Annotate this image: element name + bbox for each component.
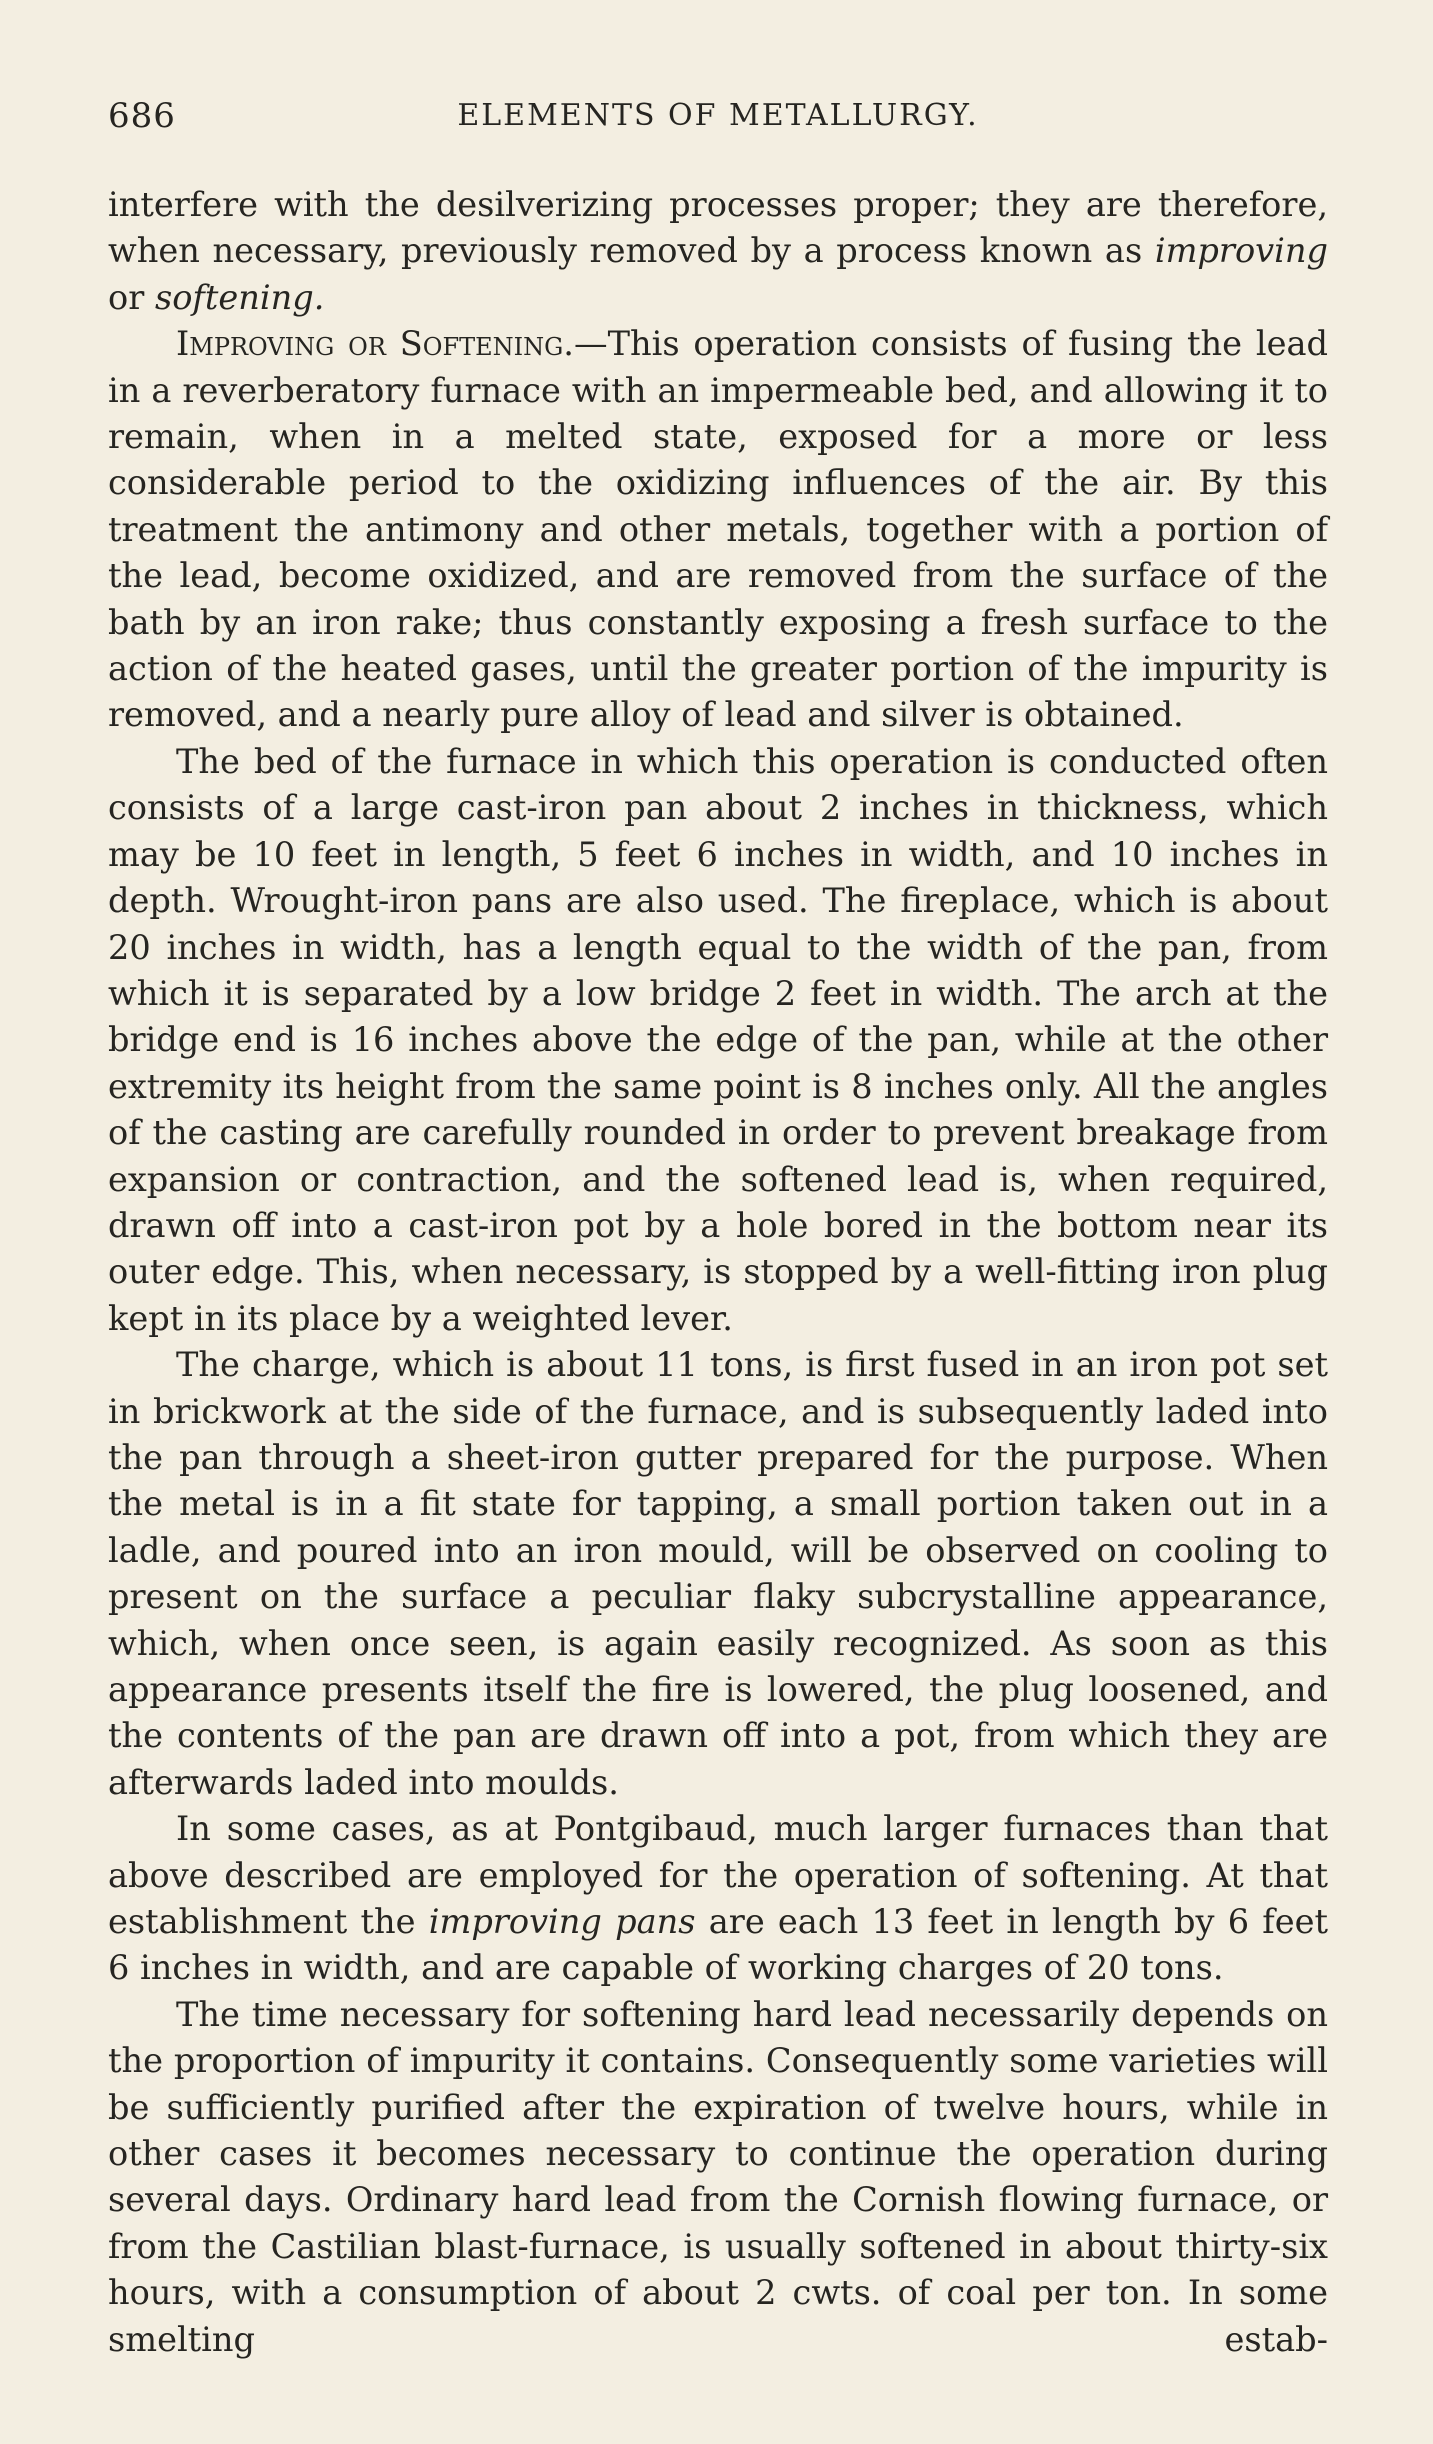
page-number: 686 [108,96,176,136]
paragraph-3 [108,739,1328,1342]
paragraph-4-text: The charge, which is about 11 tons, is first fused in an iron pot set in brickwork at the side of the furnace, and is subsequently laded into the pan through a sheet-iron gutter prepared for the purpose. When the metal is in a fit state for tapping, a small portion taken out in a ladle, and poured into an iron mould, will be observed on cooling to present on the surface a peculiar flaky subcrystalline appearance, which, when once seen, is again easily recognized. As soon as this appearance presents itself the fire is lowered, the plug loosened, and the contents of the pan are drawn off into a pot, from which they are afterwards laded into moulds. [108,1345,1328,1802]
paragraph-2 [108,321,1328,739]
section-heading-improving-or-softening: Improving or Softening. [176,324,574,364]
paragraph-6 [108,1992,1328,2363]
paragraph-3-text: The bed of the furnace in which this operation is conducted often consists of a large cast-iron pan about 2 inches in thickness, which may be 10 feet in length, 5 feet 6 inches in width, and 10 inches in depth. Wrought-iron pans are also used. The fireplace, which is about 20 inches in width, has a length equal to the width of the pan, from which it is separated by a low bridge 2 feet in width. The arch at the bridge end is 16 inches above the edge of the pan, while at the other extremity its height from the same point is 8 inches only. All the angles of the casting are carefully rounded in order to prevent breakage from expansion or contraction, and the softened lead is, when required, drawn off into a cast-iron pot by a hole bored in the bottom near its outer edge. This, when necessary, is stopped by a well-fitting iron plug kept in its place by a weighted lever. [108,741,1328,1338]
running-title: ELEMENTS OF METALLURGY. [457,98,979,133]
term-improving-pans: improving pans [428,1902,696,1942]
paragraph-5 [108,1806,1328,1992]
paragraph-1-connector: or [108,277,145,317]
paragraph-1-text: interfere with the desilverizing processes proper; they are therefore, when necessary, previously removed by a process known as [108,185,1328,271]
paragraph-2-text: —This operation consists of fusing the lead in a reverberatory furnace with an impermeable bed, and allowing it to remain, when in a melted state, exposed for a more or less considerable period to the oxidizing influences of the air. By this treatment the antimony and other metals, together with a portion of the lead, become oxidized, and are removed from the surface of the bath by an iron rake; thus constantly exposing a fresh surface to the action of the heated gases, until the greater portion of the impurity is removed, and a nearly pure alloy of lead and silver is obtained. [108,324,1328,735]
paragraph-6-text: The time necessary for softening hard lead necessarily depends on the proportion of impurity it contains. Consequently some varieties will be sufficiently purified after the expiration of twelve hours, while in other cases it becomes necessary to continue the operation during several days. Ordinary hard lead from the Cornish flowing furnace, or from the Castilian blast-furnace, is usually softened in about thirty-six hours, with a consumption of about 2 cwts. of coal per ton. In some smelting estab- [108,1994,1328,2359]
paragraph-4 [108,1342,1328,1806]
body-text [108,182,1328,2363]
paragraph-1 [108,182,1328,321]
term-improving: improving [1154,231,1328,271]
page-header [108,96,1328,152]
paragraph-5-text-end: are each 13 feet in length by 6 feet 6 inches in width, and are capable of working charges of 20 tons. [108,1902,1328,1988]
paragraph-5-text-start: In some cases, as at Pontgibaud, much larger furnaces than that above described are employed for the operation of softening. At that establishment the [108,1809,1328,1942]
term-softening: softening. [154,277,325,317]
